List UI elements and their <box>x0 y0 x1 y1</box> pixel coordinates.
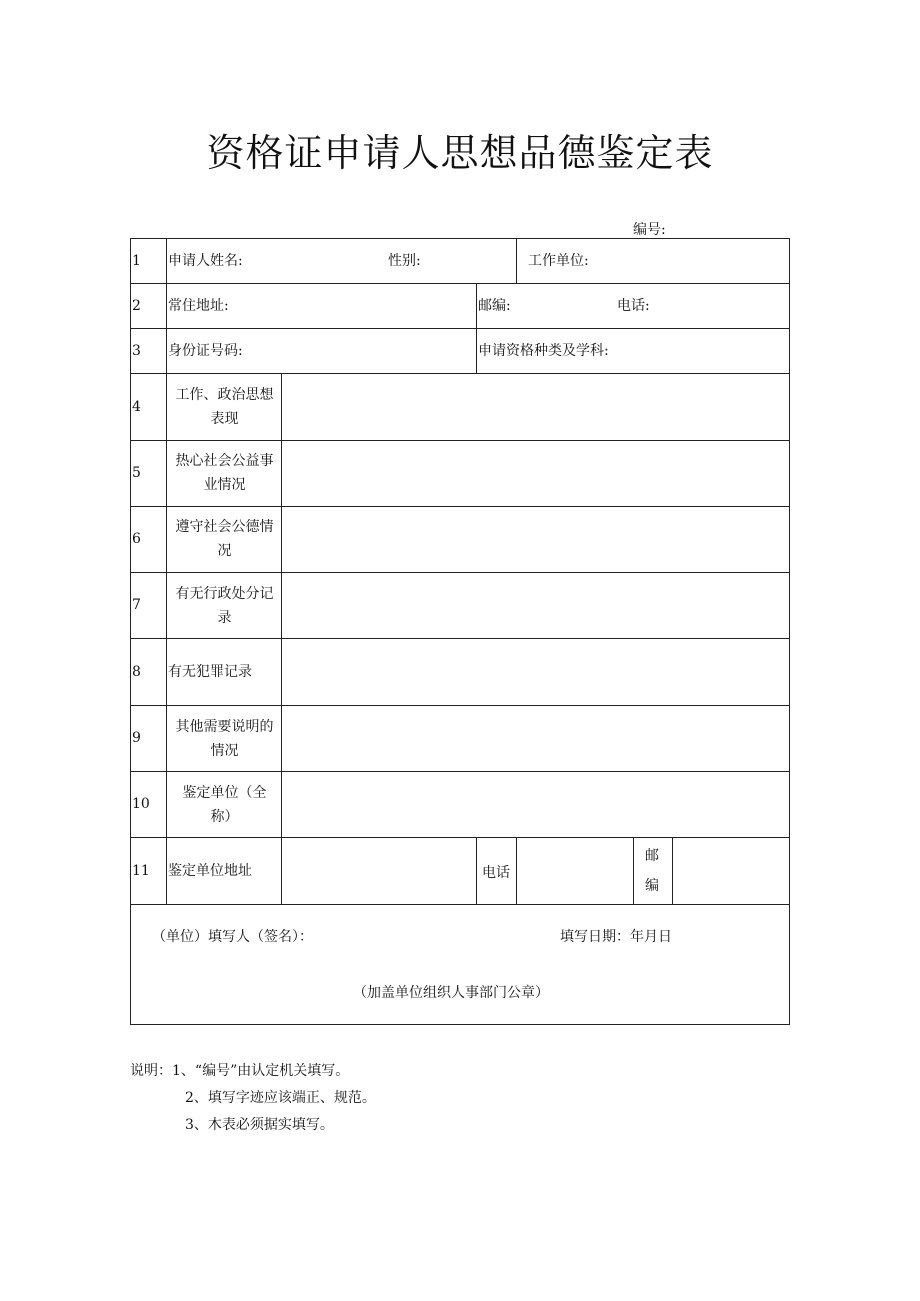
row-number: 5 <box>132 465 141 481</box>
appraisal-form-table <box>130 238 790 1025</box>
social-ethics-label: 遵守社会公德情 况 <box>175 519 274 559</box>
gender-label: 性别: <box>388 253 421 269</box>
instruction-line: 3、木表必须据实填写。 <box>185 1117 334 1133</box>
instruction-line: 2、填写字迹应该端正、规范。 <box>185 1090 376 1106</box>
row-number: 8 <box>132 664 141 680</box>
row-number: 11 <box>132 863 150 879</box>
phone-label: 电话: <box>617 298 650 314</box>
appraisal-unit-label: 鉴定单位（全 称） <box>182 785 267 825</box>
unit-postcode-label-line2: 编 <box>645 878 659 894</box>
row-number: 4 <box>132 399 141 415</box>
administrative-penalty-label: 有无行政处分记 录 <box>175 586 274 626</box>
fill-date-label: 填写日期：年月日 <box>560 929 672 945</box>
serial-number-label: 编号: <box>633 222 666 238</box>
address-label: 常住地址: <box>168 298 229 314</box>
criminal-record-label: 有无犯罪记录 <box>168 664 252 680</box>
filler-signature-label: （单位）填写人（签名）： <box>152 929 313 945</box>
applicant-name-label: 申请人姓名: <box>168 253 243 269</box>
other-notes-label: 其他需要说明的 情况 <box>175 719 274 759</box>
row-number: 7 <box>132 597 141 613</box>
id-number-label: 身份证号码: <box>168 343 243 359</box>
certificate-type-label: 申请资格种类及学科: <box>478 343 609 359</box>
unit-postcode-label-line1: 邮 <box>645 848 659 864</box>
row-number: 6 <box>132 531 141 547</box>
instructions <box>130 1058 376 1139</box>
postcode-label: 邮编: <box>478 298 511 314</box>
row-number: 10 <box>132 796 150 812</box>
form-title: 资格证申请人思想品德鉴定表 <box>206 131 714 175</box>
instruction-line: 说明：1、“编号”由认定机关填写。 <box>130 1063 350 1079</box>
appraisal-unit-address-label: 鉴定单位地址 <box>168 863 252 879</box>
row-number: 3 <box>132 343 141 359</box>
official-seal-note: （加盖单位组织人事部门公章） <box>353 985 549 1001</box>
work-unit-label: 工作单位: <box>528 253 589 269</box>
political-performance-label: 工作、政治思想 表现 <box>175 387 274 427</box>
row-number: 1 <box>132 253 141 269</box>
row-number: 9 <box>132 730 141 746</box>
public-welfare-label: 热心社会公益事 业情况 <box>175 453 274 493</box>
row-number: 2 <box>132 298 141 314</box>
unit-phone-label: 电话 <box>482 865 510 881</box>
